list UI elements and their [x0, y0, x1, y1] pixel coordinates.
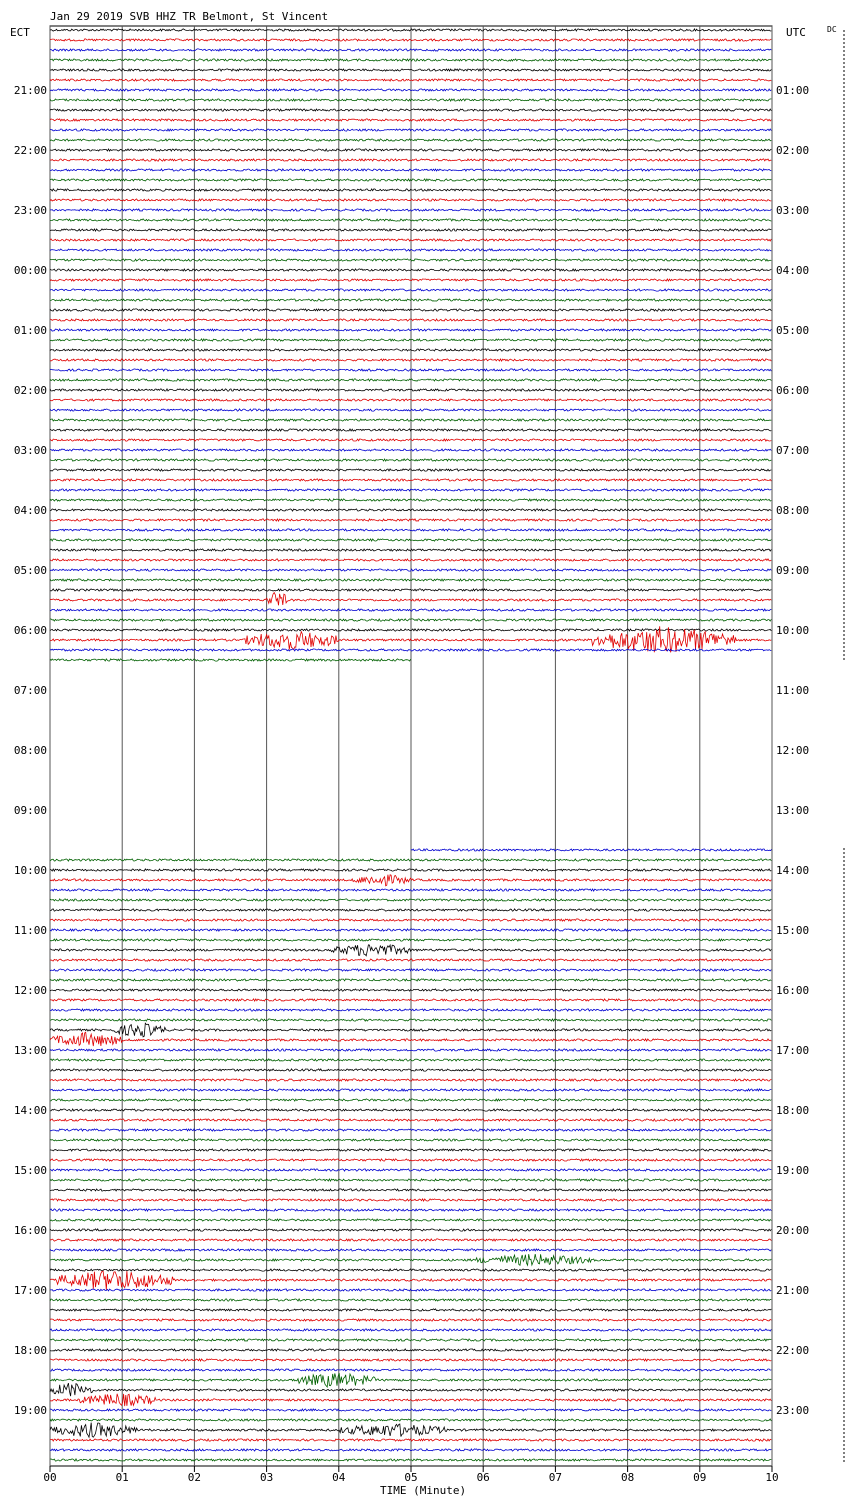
right-hour-label: 03:00 — [776, 204, 810, 217]
right-hour-label: 10:00 — [776, 624, 810, 637]
x-tick-label: 07 — [548, 1471, 563, 1484]
right-hour-label: 15:00 — [776, 924, 810, 937]
left-hour-label: 00:00 — [13, 264, 47, 277]
right-hour-label: 11:00 — [776, 684, 810, 697]
left-hour-label: 05:00 — [13, 564, 47, 577]
x-tick-label: 09 — [693, 1471, 707, 1484]
left-hour-label: 12:00 — [13, 984, 47, 997]
left-hour-label: 22:00 — [13, 144, 47, 157]
left-hour-label: 16:00 — [13, 1224, 47, 1237]
left-axis-label: ECT — [10, 26, 30, 39]
left-hour-label: 02:00 — [13, 384, 47, 397]
left-hour-label: 19:00 — [13, 1404, 47, 1417]
right-hour-label: 07:00 — [776, 444, 810, 457]
x-tick-label: 04 — [332, 1471, 346, 1484]
seismic-trace — [411, 849, 772, 851]
right-hour-label: 04:00 — [776, 264, 810, 277]
right-hour-label: 16:00 — [776, 984, 810, 997]
left-hour-label: 06:00 — [13, 624, 47, 637]
left-hour-label: 09:00 — [13, 804, 47, 817]
right-hour-label: 12:00 — [776, 744, 810, 757]
right-hour-label: 22:00 — [776, 1344, 810, 1357]
left-hour-label: 10:00 — [13, 864, 47, 877]
right-hour-label: 23:00 — [776, 1404, 810, 1417]
right-axis-label: UTC — [786, 26, 806, 39]
left-hour-label: 21:00 — [13, 84, 47, 97]
left-hour-label: 13:00 — [13, 1044, 47, 1057]
x-tick-label: 10 — [765, 1471, 779, 1484]
right-hour-label: 06:00 — [776, 384, 810, 397]
x-tick-label: 05 — [404, 1471, 418, 1484]
x-tick-label: 06 — [476, 1471, 490, 1484]
right-hour-label: 05:00 — [776, 324, 810, 337]
left-hour-label: 01:00 — [13, 324, 47, 337]
scale-label: DC — [827, 25, 837, 34]
right-hour-label: 21:00 — [776, 1284, 810, 1297]
x-tick-label: 01 — [115, 1471, 129, 1484]
left-hour-label: 08:00 — [13, 744, 47, 757]
chart-title: Jan 29 2019 SVB HHZ TR Belmont, St Vincent — [50, 10, 329, 23]
right-hour-label: 01:00 — [776, 84, 810, 97]
right-hour-label: 20:00 — [776, 1224, 810, 1237]
x-tick-label: 03 — [259, 1471, 274, 1484]
left-hour-label: 18:00 — [13, 1344, 47, 1357]
x-tick-label: 02 — [187, 1471, 202, 1484]
right-hour-label: 18:00 — [776, 1104, 810, 1117]
seismic-trace — [50, 659, 411, 661]
right-hour-label: 02:00 — [776, 144, 810, 157]
right-hour-label: 08:00 — [776, 504, 810, 517]
right-hour-label: 14:00 — [776, 864, 810, 877]
left-hour-label: 04:00 — [13, 504, 47, 517]
x-tick-label: 08 — [620, 1471, 635, 1484]
right-hour-label: 09:00 — [776, 564, 810, 577]
x-tick-label: 00 — [43, 1471, 57, 1484]
right-hour-label: 19:00 — [776, 1164, 810, 1177]
left-hour-label: 17:00 — [13, 1284, 47, 1297]
left-hour-label: 03:00 — [13, 444, 47, 457]
left-hour-label: 07:00 — [13, 684, 47, 697]
right-hour-label: 17:00 — [776, 1044, 810, 1057]
left-hour-label: 11:00 — [13, 924, 47, 937]
right-hour-label: 13:00 — [776, 804, 810, 817]
left-hour-label: 14:00 — [13, 1104, 47, 1117]
left-hour-label: 15:00 — [13, 1164, 47, 1177]
x-axis-label: TIME (Minute) — [380, 1484, 467, 1497]
left-hour-label: 23:00 — [13, 204, 47, 217]
